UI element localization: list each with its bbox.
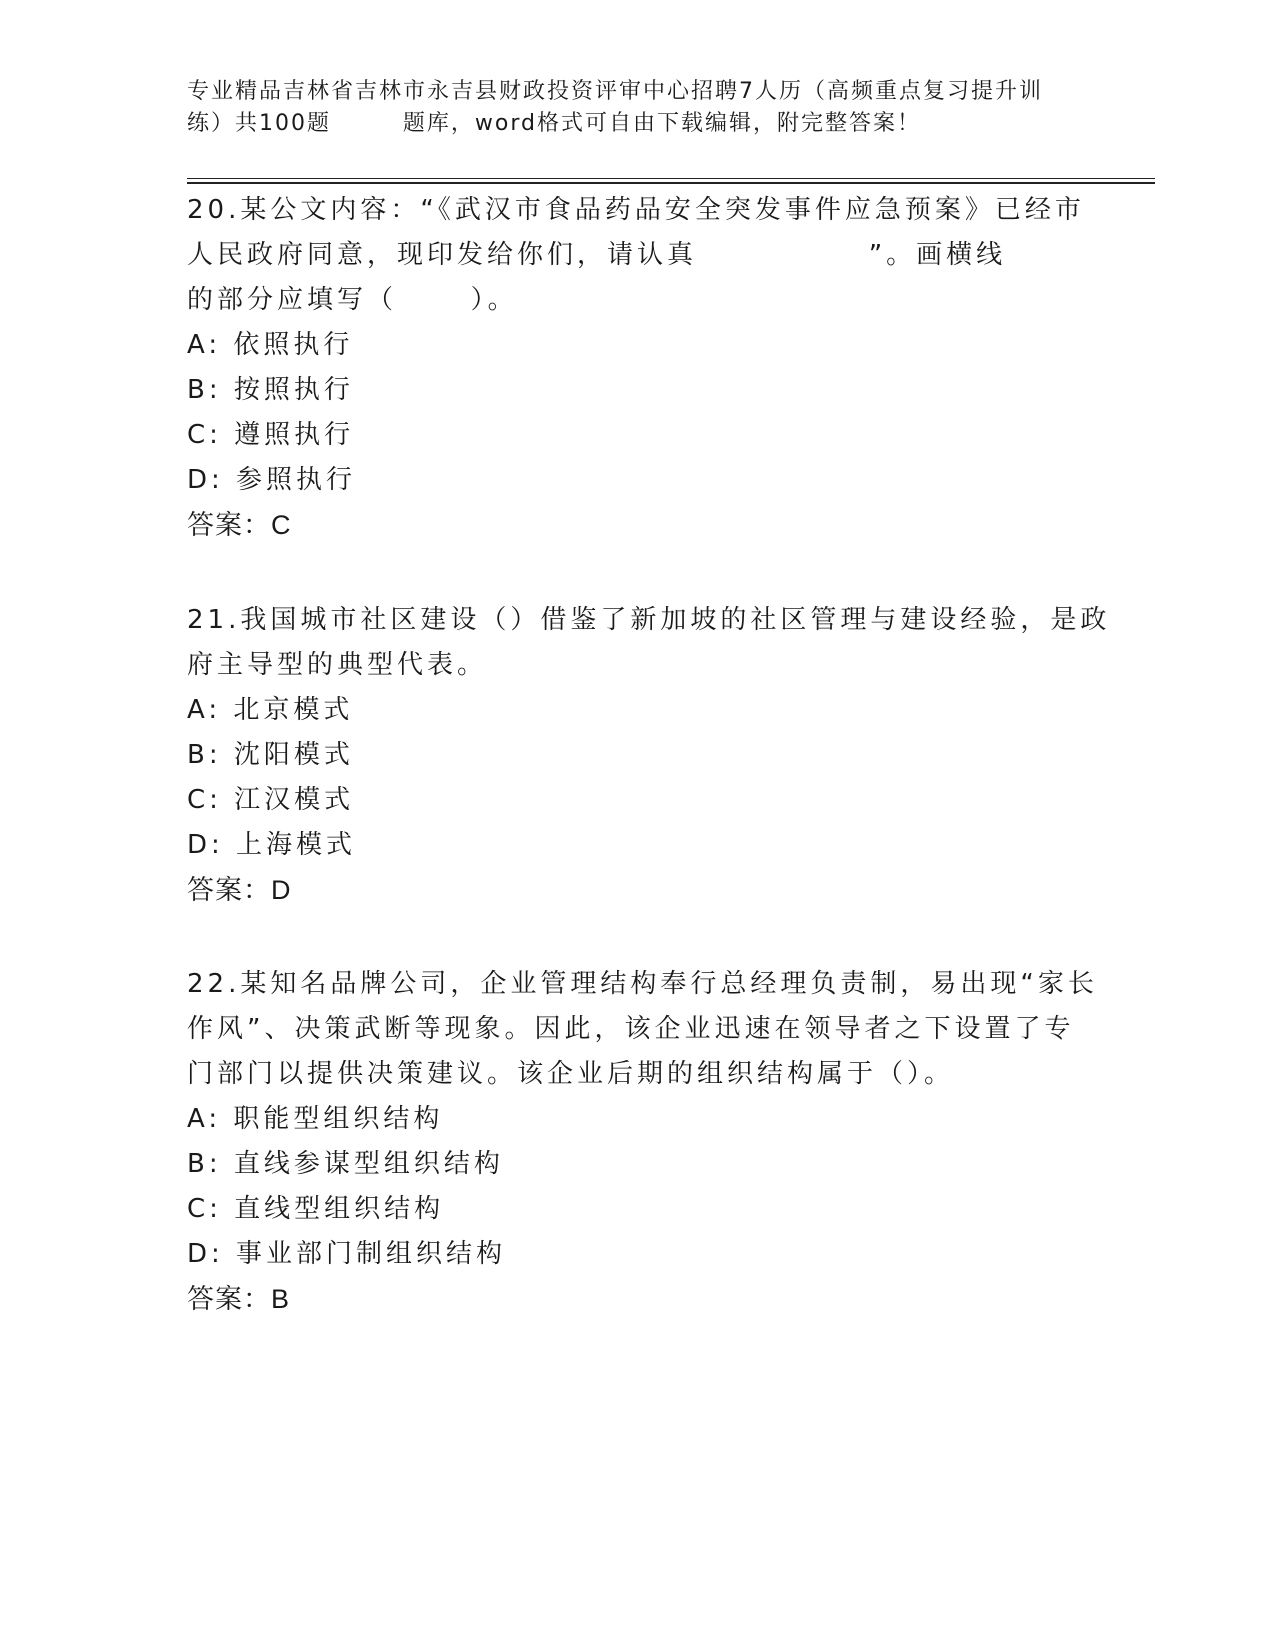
option-c: C: 江汉模式 xyxy=(187,785,355,815)
header-line-1: 专业精品吉林省吉林市永吉县财政投资评审中心招聘7人历（高频重点复习提升训 xyxy=(187,79,1043,104)
answer-label: 答案：B xyxy=(187,1284,291,1314)
option-d: D: 参照执行 xyxy=(187,465,357,495)
question-stem-line: 门部门以提供决策建议。该企业后期的组织结构属于（）。 xyxy=(187,1059,955,1089)
question-21 xyxy=(187,598,1111,913)
question-stem-line: 22.某知名品牌公司，企业管理结构奉行总经理负责制，易出现“家长 xyxy=(187,969,1098,999)
option-a: A: 职能型组织结构 xyxy=(187,1104,444,1134)
option-a: A: 依照执行 xyxy=(187,330,354,360)
answer-label: 答案：D xyxy=(187,875,292,905)
option-b: B: 按照执行 xyxy=(187,375,354,405)
header-divider-thin xyxy=(187,178,1155,179)
question-stem-line: 20.某公文内容：“《武汉市食品药品安全突发事件应急预案》已经市 xyxy=(187,195,1085,225)
header-divider-thick xyxy=(187,182,1155,184)
option-d: D: 事业部门制组织结构 xyxy=(187,1239,507,1269)
option-b: B: 直线参谋型组织结构 xyxy=(187,1149,504,1179)
option-a: A: 北京模式 xyxy=(187,695,354,725)
question-stem-line: 人民政府同意，现印发给你们，请认真 ”。画横线 xyxy=(187,240,1007,270)
answer-label: 答案：C xyxy=(187,510,292,540)
question-stem-line: 21.我国城市社区建设（）借鉴了新加坡的社区管理与建设经验，是政 xyxy=(187,605,1111,635)
option-c: C: 遵照执行 xyxy=(187,420,355,450)
question-stem-line: 作风”、决策武断等现象。因此，该企业迅速在领导者之下设置了专 xyxy=(187,1014,1075,1044)
option-b: B: 沈阳模式 xyxy=(187,740,354,770)
question-stem-line: 的部分应填写（ ）。 xyxy=(187,285,518,315)
header-line-2: 练）共100题 题库，word格式可自由下载编辑，附完整答案！ xyxy=(187,111,922,136)
question-20 xyxy=(187,188,1087,548)
option-d: D: 上海模式 xyxy=(187,830,357,860)
document-header xyxy=(187,76,1087,140)
option-c: C: 直线型组织结构 xyxy=(187,1194,445,1224)
question-stem-line: 府主导型的典型代表。 xyxy=(187,650,488,680)
question-22 xyxy=(187,962,1098,1322)
